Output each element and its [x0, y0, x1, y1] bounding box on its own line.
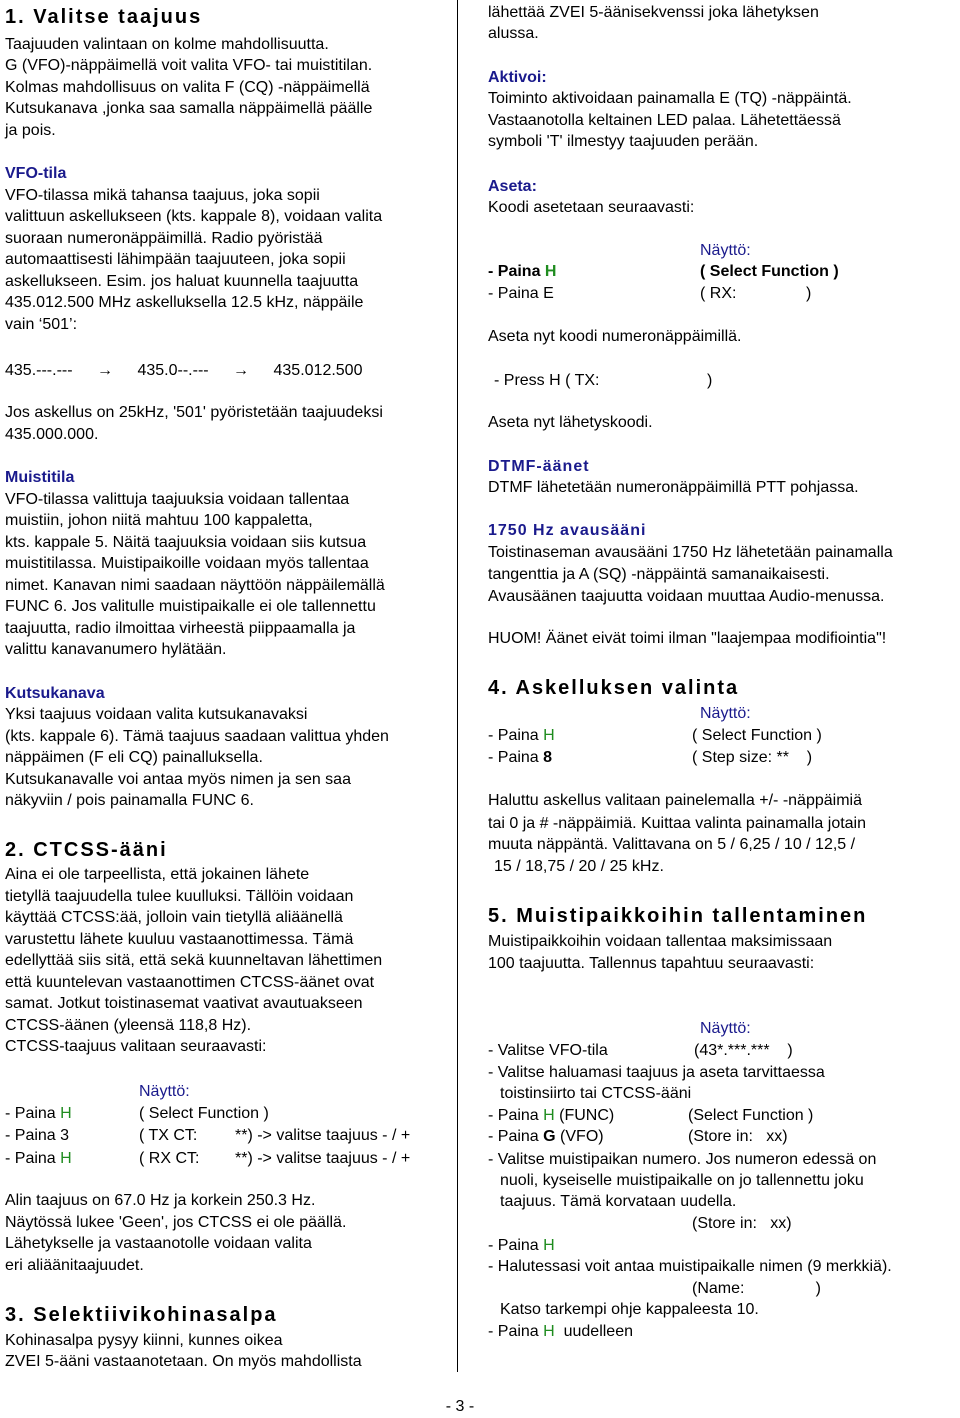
- squelch-line: ZVEI 5-ääni vastaanotetaan. On myös mahdollista: [5, 1353, 362, 1370]
- memory-heading: Muistitila: [5, 469, 75, 486]
- display-text: (43*.***.*** ): [694, 1042, 793, 1059]
- vfo-line: vain ‘501’:: [5, 316, 78, 333]
- memory-line: FUNC 6. Jos valitulle muistipaikalle ei ole tallennettu: [5, 598, 376, 615]
- display-text: ( RX:: [700, 285, 737, 302]
- section-3-title: 3. Selektiivikohinasalpa: [5, 1304, 278, 1326]
- display-text: ( RX CT:: [139, 1150, 200, 1167]
- column-divider: [457, 0, 458, 1372]
- call-channel-line: (kts. kappale 6). Tämä taajuus saadaan valittua yhden: [5, 728, 389, 745]
- store-step: toistinsiirto tai CTCSS-ääni: [500, 1085, 692, 1102]
- call-channel-line: Kutsukanavalle voi antaa myös nimen ja sen saa: [5, 771, 351, 788]
- zvei-line: lähettää ZVEI 5-äänisekvenssi joka lähetyksen: [488, 4, 819, 21]
- set-line: Koodi asetetaan seuraavasti:: [488, 199, 695, 216]
- store-step: - Valitse muistipaikan numero. Jos numeron edessä on: [488, 1151, 877, 1168]
- right-arrow-icon: →: [97, 362, 114, 379]
- step-line: Haluttu askellus valitaan painelemalla +/- -näppäimiä: [488, 792, 862, 809]
- ctcss-line: tietyllä taajuudella tulee kuulluksi. Tällöin voidaan: [5, 888, 354, 905]
- call-channel-line: Yksi taajuus voidaan valita kutsukanavaksi: [5, 706, 308, 723]
- activate-line: Vastaanotolla keltainen LED palaa. Lähetettäessä: [488, 112, 841, 129]
- display-text: **) -> valitse taajuus - / +: [235, 1150, 411, 1167]
- display-text: ( Select Function ): [700, 263, 839, 280]
- ctcss-line: että kuuntelevan vastaanottimen CTCSS-äänet ovat: [5, 974, 375, 991]
- ctcss-note: Lähetykselle ja vastaanotolle voidaan valita: [5, 1235, 312, 1252]
- step-step: - Paina H: [488, 727, 555, 744]
- tone-line: Toistinaseman avausääni 1750 Hz lähetetään painamalla: [488, 544, 893, 561]
- zvei-line: alussa.: [488, 25, 539, 42]
- memory-line: VFO-tilassa valittuja taajuuksia voidaan tallentaa: [5, 491, 350, 508]
- intro-line: ja pois.: [5, 122, 56, 139]
- store-line: 100 taajuutta. Tallennus tapahtuu seuraavasti:: [488, 955, 815, 972]
- section-5-title: 5. Muistipaikkoihin tallentaminen: [488, 905, 868, 927]
- display-text: **) -> valitse taajuus - / +: [235, 1127, 411, 1144]
- memory-line: nimet. Kanavan nimi saadaan näyttöön näppäilemällä: [5, 577, 385, 594]
- dtmf-line: DTMF lähetetään numeronäppäimillä PTT pohjassa.: [488, 479, 859, 496]
- activate-heading: Aktivoi:: [488, 69, 547, 86]
- press-line-end: ): [707, 372, 713, 389]
- right-arrow-icon: →: [233, 362, 250, 379]
- vfo-line: askellukseen. Esim. jos haluat kuunnella taajuutta: [5, 273, 359, 290]
- memory-line: muistitilassa. Muistipaikoille voidaan myös tallentaa: [5, 555, 369, 572]
- key-h: H: [543, 1323, 555, 1340]
- intro-line: Kolmas mahdollisuus on valita F (CQ) -näppäimellä: [5, 79, 370, 96]
- set-line: Aseta nyt lähetyskoodi.: [488, 414, 653, 431]
- intro-line: G (VFO)-näppäimellä voit valita VFO- tai muistitilan.: [5, 57, 373, 74]
- squelch-line: Kohinasalpa pysyy kiinni, kunnes oikea: [5, 1332, 283, 1349]
- key-h: H: [544, 263, 557, 280]
- step-line: 15 / 18,75 / 20 / 25 kHz.: [494, 858, 664, 875]
- memory-line: muistiin, johon niitä mahtuu 100 kappaletta,: [5, 512, 313, 529]
- key-h: H: [543, 1107, 555, 1124]
- dtmf-heading: DTMF-äänet: [488, 458, 590, 475]
- memory-line: kts. kappale 5. Näitä taajuuksia voidaan siis kutsua: [5, 534, 367, 551]
- step-line: Jos askellus on 25kHz, '501' pyöristetään taajuudeksi: [5, 404, 383, 421]
- tone-line: Avausäänen taajuutta voidaan muuttaa Audio-menussa.: [488, 588, 885, 605]
- vfo-heading: VFO-tila: [5, 165, 67, 182]
- ctcss-line: käyttää CTCSS:ää, jolloin vain tietyllä aliäänellä: [5, 909, 343, 926]
- display-text: ( Select Function ): [692, 727, 822, 744]
- key-8: 8: [543, 749, 553, 766]
- store-line: Muistipaikkoihin voidaan tallentaa maksimissaan: [488, 933, 833, 950]
- display-label: Näyttö:: [139, 1083, 190, 1100]
- display-label: Näyttö:: [700, 242, 751, 259]
- frequency-sequence: [5, 361, 362, 381]
- key-h: H: [60, 1105, 72, 1122]
- section-4-title: 4. Askelluksen valinta: [488, 677, 740, 699]
- store-step: - Paina H: [488, 1237, 555, 1254]
- step-step: - Paina 8: [488, 749, 553, 766]
- ctcss-step: - Paina H: [5, 1150, 72, 1167]
- store-step: nuoli, kyseiselle muistipaikalle on jo tallennettu joku: [500, 1172, 864, 1189]
- ctcss-step: - Paina H: [5, 1105, 72, 1122]
- call-channel-line: näppäimen (F eli CQ) painalluksella.: [5, 749, 263, 766]
- call-channel-heading: Kutsukanava: [5, 685, 105, 702]
- key-h: H: [60, 1150, 72, 1167]
- ctcss-line: edellyttää siis sitä, että sekä kuunneltavan lähettimen: [5, 952, 383, 969]
- store-step: - Valitse haluamasi taajuus ja aseta tarvittaessa: [488, 1064, 825, 1081]
- sequence-step: 435.0--.---: [137, 362, 209, 379]
- activate-line: symboli 'T' ilmestyy taajuuden perään.: [488, 133, 759, 150]
- ctcss-note: Alin taajuus on 67.0 Hz ja korkein 250.3 Hz.: [5, 1192, 316, 1209]
- intro-line: Taajuuden valintaan on kolme mahdollisuutta.: [5, 36, 329, 53]
- sequence-step: 435.---.---: [5, 362, 73, 379]
- section-2-title: 2. CTCSS-ääni: [5, 839, 168, 861]
- press-line: - Press H ( TX:: [494, 372, 600, 389]
- vfo-line: automaattisesti lähimpään taajuuteen, joka sopii: [5, 251, 346, 268]
- key-g: G: [543, 1128, 556, 1145]
- call-channel-line: näkyviin / pois painamalla FUNC 6.: [5, 792, 254, 809]
- display-label: Näyttö:: [700, 705, 751, 722]
- store-step: - Valitse VFO-tila: [488, 1042, 608, 1059]
- step-line: 435.000.000.: [5, 426, 99, 443]
- ctcss-line: CTCSS-taajuus valitaan seuraavasti:: [5, 1038, 267, 1055]
- key-h: H: [543, 1237, 555, 1254]
- section-1-title: 1. Valitse taajuus: [5, 6, 203, 28]
- store-step: - Paina G (VFO): [488, 1128, 604, 1145]
- vfo-line: VFO-tilassa mikä tahansa taajuus, joka sopii: [5, 187, 320, 204]
- sequence-step: 435.012.500: [273, 362, 363, 379]
- vfo-line: 435.012.500 MHz askelluksella 12.5 kHz, näppäile: [5, 294, 364, 311]
- tone-heading: 1750 Hz avausääni: [488, 522, 647, 539]
- display-text: (Store in: xx): [692, 1215, 792, 1232]
- vfo-line: valittuun askellukseen (kts. kappale 8), voidaan valita: [5, 208, 383, 225]
- set-step: - Paina H: [488, 263, 557, 280]
- page-number: - 3 -: [445, 1398, 475, 1415]
- note-line: HUOM! Äänet eivät toimi ilman "laajempaa modifiointia"!: [488, 630, 887, 647]
- store-step: - Paina H uudelleen: [488, 1323, 633, 1340]
- store-step: - Halutessasi voit antaa muistipaikalle nimen (9 merkkiä).: [488, 1258, 892, 1275]
- ctcss-line: varustettu lähete kuuluu vastaanottimessa. Tämä: [5, 931, 354, 948]
- display-text: (Name: ): [692, 1280, 821, 1297]
- display-text: ( Select Function ): [139, 1105, 269, 1122]
- display-text: (Select Function ): [688, 1107, 814, 1124]
- set-step: - Paina E: [488, 285, 554, 302]
- step-line: muuta näppäntä. Valittavana on 5 / 6,25 / 10 / 12,5 /: [488, 836, 856, 853]
- store-step: Katso tarkempi ohje kappaleesta 10.: [500, 1301, 759, 1318]
- memory-line: taajuutta, radio ilmoittaa virheestä piippaamalla ja: [5, 620, 356, 637]
- ctcss-note: Näytössä lukee 'Geen', jos CTCSS ei ole päällä.: [5, 1214, 347, 1231]
- display-text: ): [806, 285, 812, 302]
- vfo-line: suoraan numeronäppäimillä. Radio pyöristää: [5, 230, 323, 247]
- display-text: ( Step size: ** ): [692, 749, 813, 766]
- set-heading: Aseta:: [488, 178, 537, 195]
- store-step: - Paina H (FUNC): [488, 1107, 615, 1124]
- ctcss-note: eri aliäänitaajuudet.: [5, 1257, 144, 1274]
- display-label: Näyttö:: [700, 1020, 751, 1037]
- step-line: tai 0 ja # -näppäimiä. Kuittaa valinta painamalla jotain: [488, 815, 867, 832]
- tone-line: tangenttia ja A (SQ) -näppäintä samanaikaisesti.: [488, 566, 830, 583]
- ctcss-step: - Paina 3: [5, 1127, 70, 1144]
- memory-line: valittu kanavanumero hylätään.: [5, 641, 227, 658]
- set-line: Aseta nyt koodi numeronäppäimillä.: [488, 328, 742, 345]
- ctcss-line: Aina ei ole tarpeellista, että jokainen lähete: [5, 866, 310, 883]
- store-step: taajuus. Tämä korvataan uudella.: [500, 1193, 737, 1210]
- activate-line: Toiminto aktivoidaan painamalla E (TQ) -näppäintä.: [488, 90, 852, 107]
- display-text: ( TX CT:: [139, 1127, 198, 1144]
- key-h: H: [543, 727, 555, 744]
- display-text: (Store in: xx): [688, 1128, 788, 1145]
- ctcss-line: CTCSS-äänen (yleensä 118,8 Hz).: [5, 1017, 252, 1034]
- intro-line: Kutsukanava ,jonka saa samalla näppäimellä päälle: [5, 100, 373, 117]
- ctcss-line: samat. Jotkut toistinasemat vaativat avautuakseen: [5, 995, 363, 1012]
